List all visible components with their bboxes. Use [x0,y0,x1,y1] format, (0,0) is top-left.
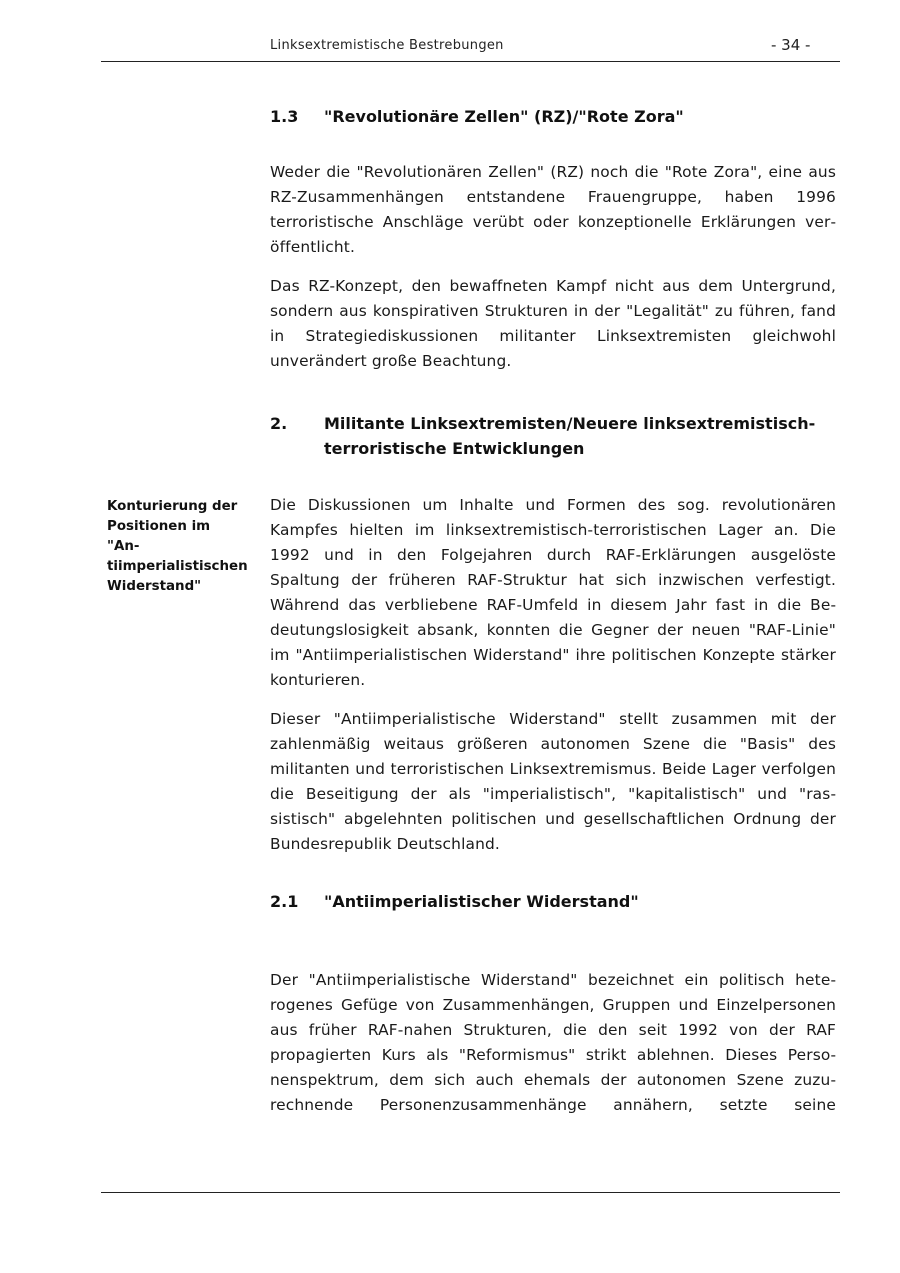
paragraph: Weder die "Revolutionären Zellen" (RZ) noch die "Rote Zora", eine aus RZ-Zusammenhängen entstandene Frauengruppe, haben 1996 terroristische Anschläge verübt oder konzeptionelle Erklärungen veröffentlicht. [270,163,836,256]
section-heading-2 [270,411,835,461]
section-heading-2-1 [270,889,835,914]
paragraph: Dieser "Antiimperialistische Widerstand" stellt zusammen mit der zahlenmäßig weitaus größeren autonomen Szene die "Basis" des militanten und terroristischen Linksextremismus. Beide Lager verfolgen die Beseitigung der als "imperialistisch", "kapitalistisch" und "rassistisch" abgelehnten politischen und gesellschaftlichen Ordnung der Bundesrepublik Deutschland. [270,710,836,853]
section-number: 2. [270,414,288,433]
paragraph: Der "Antiimperialistische Widerstand" bezeichnet ein politisch heterogenes Gefüge von Zusammenhängen, Gruppen und Einzelpersonen aus früher RAF-nahen Strukturen, die den seit 1992 von der RAF propagierten Kurs als "Reformismus" strikt ablehnen. Dieses Personenspektrum, dem sich auch ehemals der autonomen Szene zuzurechnende Personenzusammenhänge annähern, setzte seine [270,971,836,1114]
section-title: "Antiimperialistischer Widerstand" [324,892,639,911]
section-number: 1.3 [270,107,299,126]
paragraph: Die Diskussionen um Inhalte und Formen des sog. revolutionären Kampfes hielten im linksextremistisch-terroristischen Lager an. Die 1992 und in den Folgejahren durch RAF-Erklärungen ausgelöste Spaltung der früheren RAF-Struktur hat sich inzwischen verfestigt. Während das verbliebene RAF-Umfeld in diesem Jahr fast in die Bedeutungslosigkeit absank, konnten die Gegner der neuen "RAF-Linie" im "Antiimperialistischen Widerstand" ihre politischen Konzepte stärker konturieren. [270,496,836,689]
margin-note: Konturierung der Positionen im "Antiimperialistischen Widerstand" [107,499,248,594]
section-number: 2.1 [270,892,299,911]
footer-rule [101,1192,840,1193]
page-number: - 34 - [771,36,811,54]
section-title: "Revolutionäre Zellen" (RZ)/"Rote Zora" [324,107,684,126]
paragraph: Das RZ-Konzept, den bewaffneten Kampf nicht aus dem Untergrund, sondern aus konspirativen Strukturen in der "Legalität" zu führen, fand in Strategiediskussionen militanter Linksextremisten gleichwohl unverändert große Beachtung. [270,277,836,370]
section-heading-1-3 [270,104,835,129]
section-title: Militante Linksextremisten/Neuere linksextremistisch-terroristische Entwicklungen [324,414,816,458]
header-rule [101,61,840,62]
running-header-title: Linksextremistische Bestrebungen [270,38,504,53]
